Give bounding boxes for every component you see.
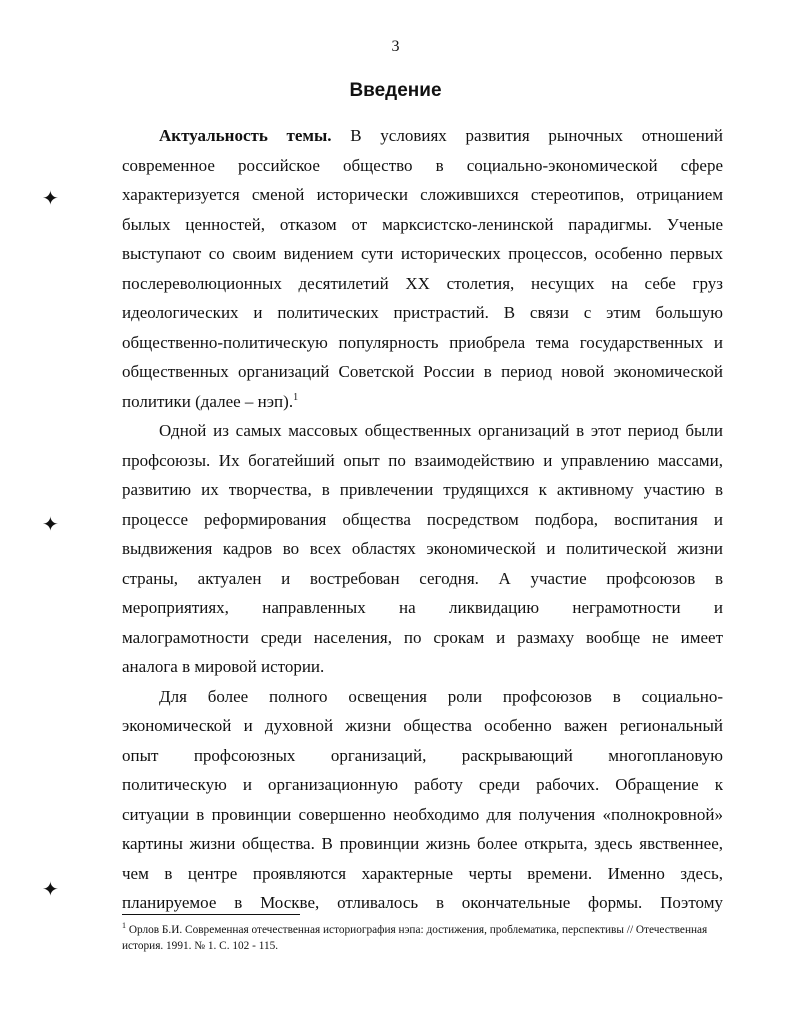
paragraph-2-line: профсоюзы. Их богатейший опыт по взаимодействию и управлению массами, bbox=[122, 450, 723, 470]
lead-in-phrase: Актуальность темы. bbox=[159, 126, 332, 145]
footnote-marker: 1 bbox=[122, 921, 126, 930]
paragraph-3-line: опыт профсоюзных организаций, раскрывающий многоплановую bbox=[122, 745, 723, 765]
paragraph-1-line: былых ценностей, отказом от марксистско-ленинской парадигмы. Ученые bbox=[122, 214, 723, 234]
footnote-divider bbox=[122, 914, 300, 915]
paragraph-3-line: ситуации в провинции совершенно необходимо для получения «полнокровной» bbox=[122, 804, 723, 824]
paragraph-1-line: характеризуется сменой исторически сложившихся стереотипов, отрицанием bbox=[122, 185, 723, 204]
paragraph-1-line: политики (далее – нэп).$^1$ bbox=[122, 391, 299, 411]
margin-scan-mark-icon: ✦ bbox=[42, 186, 59, 210]
paragraph-2-line: выдвижения кадров во всех областях экономической и политической жизни bbox=[122, 539, 723, 558]
paragraph-1-line: выступают со своим видением сути исторических процессов, особенно первых bbox=[122, 244, 723, 263]
paragraph-2-line: мероприятиях, направленных на ликвидацию неграмотности и bbox=[122, 598, 723, 617]
paragraph-2-line: страны, актуален и востребован сегодня. А участие профсоюзов в bbox=[122, 568, 723, 588]
footnote-line: история. 1991. № 1. С. 102 - 115. bbox=[122, 940, 279, 952]
footnote-line: $^1$ Орлов Б.И. Современная отечественная историография нэпа: достижения, проблематика, перспективы // Отечественная bbox=[122, 921, 708, 936]
margin-scan-mark-icon: ✦ bbox=[42, 877, 59, 901]
paragraph-2-line: малограмотности среди населения, по срокам и размаху вообще не имеет bbox=[122, 627, 723, 647]
paragraph-1-line: современное российское общество в социально-экономической сфере bbox=[122, 155, 723, 175]
margin-scan-mark-icon: ✦ bbox=[42, 512, 59, 536]
paragraph-2-line: Одной из самых массовых общественных организаций в этот период были bbox=[159, 421, 723, 440]
footnote bbox=[122, 922, 723, 954]
paragraph-1-line: общественных организаций Советской России в период новой экономической bbox=[122, 362, 723, 381]
paragraph-1-line: идеологических и политических пристрастий. В связи с этим большую bbox=[122, 303, 723, 322]
paragraph-3-line: экономической и духовной жизни общества особенно важен региональный bbox=[122, 716, 723, 735]
paragraph-2-line: аналога в мировой истории. bbox=[122, 657, 325, 676]
page-heading: Введение bbox=[349, 80, 442, 101]
footnote-reference[interactable]: 1 bbox=[293, 391, 299, 403]
paragraph-2-line: развитию их творчества, в привлечении трудящихся к активному участию в bbox=[122, 480, 723, 499]
paragraph-3-line: Для более полного освещения роли профсоюзов в социально- bbox=[159, 686, 723, 706]
main-text bbox=[122, 121, 723, 918]
paragraph-3-line: картины жизни общества. В провинции жизнь более открыта, здесь явственнее, bbox=[122, 834, 723, 853]
paragraph-3-line: чем в центре проявляются характерные черты времени. Именно здесь, bbox=[122, 863, 723, 883]
paragraph-3-line: политическую и организационную работу среди рабочих. Обращение к bbox=[122, 775, 723, 794]
paragraph-2-line: процессе реформирования общества посредством подбора, воспитания и bbox=[122, 509, 723, 529]
paragraph-3-line: планируемое в Москве, отливалось в окончательные формы. Поэтому bbox=[122, 893, 723, 912]
paragraph-1-line: послереволюционных десятилетий XX столетия, несущих на себе груз bbox=[122, 273, 723, 293]
paragraph-1-line: общественно-политическую популярность приобрела тема государственных и bbox=[122, 332, 723, 352]
paragraph-1-line: Актуальность темы. В условиях развития рыночных отношений bbox=[159, 126, 723, 145]
page-number: 3 bbox=[391, 38, 400, 55]
